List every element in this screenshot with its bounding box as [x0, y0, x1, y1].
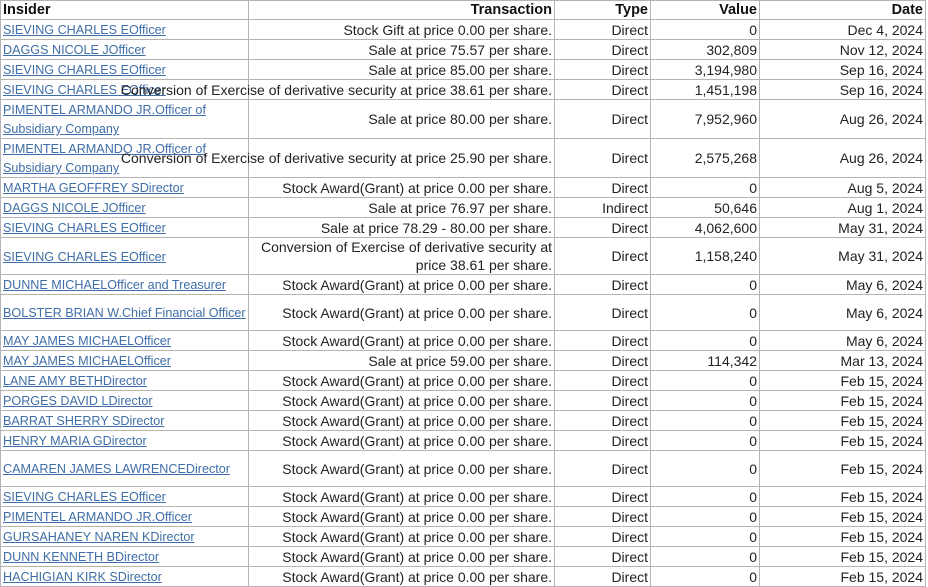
date-cell: Feb 15, 2024: [760, 431, 926, 451]
table-row: [1, 100, 926, 139]
type-cell: Direct: [555, 80, 651, 100]
transaction-cell: Stock Award(Grant) at price 0.00 per share.: [249, 567, 555, 587]
transaction-cell: Sale at price 78.29 - 80.00 per share.: [249, 218, 555, 238]
insider-cell: [1, 20, 249, 40]
insider-cell: [1, 218, 249, 238]
table-row: [1, 198, 926, 218]
insider-link[interactable]: SIEVING CHARLES EOfficer: [3, 63, 166, 77]
value-cell: 0: [651, 275, 760, 295]
column-header-value: Value: [651, 1, 760, 20]
date-cell: Aug 5, 2024: [760, 178, 926, 198]
value-cell: 0: [651, 507, 760, 527]
date-cell: Feb 15, 2024: [760, 547, 926, 567]
insider-link[interactable]: SIEVING CHARLES EOfficer: [3, 83, 166, 97]
table-row: [1, 487, 926, 507]
table-row: [1, 178, 926, 198]
transaction-cell: Stock Gift at price 0.00 per share.: [249, 20, 555, 40]
value-cell: 0: [651, 178, 760, 198]
insider-link[interactable]: SIEVING CHARLES EOfficer: [3, 490, 166, 504]
date-cell: May 31, 2024: [760, 238, 926, 275]
table-row: [1, 60, 926, 80]
table-row: [1, 527, 926, 547]
date-cell: May 31, 2024: [760, 218, 926, 238]
value-cell: 0: [651, 567, 760, 587]
insider-cell: [1, 567, 249, 587]
value-cell: 0: [651, 20, 760, 40]
value-cell: 302,809: [651, 40, 760, 60]
insider-link[interactable]: BOLSTER BRIAN W.Chief Financial Officer: [3, 306, 246, 320]
date-cell: Feb 15, 2024: [760, 371, 926, 391]
table-row: [1, 238, 926, 275]
insider-link[interactable]: DUNNE MICHAELOfficer and Treasurer: [3, 278, 227, 292]
date-cell: May 6, 2024: [760, 275, 926, 295]
table-row: [1, 411, 926, 431]
type-cell: Direct: [555, 331, 651, 351]
table-row: [1, 371, 926, 391]
type-cell: Direct: [555, 275, 651, 295]
type-cell: Direct: [555, 100, 651, 139]
table-row: [1, 451, 926, 487]
insider-link[interactable]: SIEVING CHARLES EOfficer: [3, 249, 166, 264]
date-cell: Sep 16, 2024: [760, 60, 926, 80]
insider-link[interactable]: LANE AMY BETHDirector: [3, 374, 147, 388]
type-cell: Direct: [555, 567, 651, 587]
value-cell: 1,451,198: [651, 80, 760, 100]
insider-cell: [1, 60, 249, 80]
value-cell: 0: [651, 411, 760, 431]
date-cell: Dec 4, 2024: [760, 20, 926, 40]
value-cell: 0: [651, 547, 760, 567]
type-cell: Direct: [555, 431, 651, 451]
insider-link[interactable]: PIMENTEL ARMANDO JR.Officer of Subsidiary Company: [3, 103, 206, 136]
date-cell: Mar 13, 2024: [760, 351, 926, 371]
insider-cell: [1, 40, 249, 60]
insider-cell: [1, 331, 249, 351]
table-row: [1, 218, 926, 238]
insider-link[interactable]: MAY JAMES MICHAELOfficer: [3, 354, 171, 368]
transaction-cell: Sale at price 59.00 per share.: [249, 351, 555, 371]
transaction-cell: Stock Award(Grant) at price 0.00 per share.: [249, 371, 555, 391]
transaction-cell: Stock Award(Grant) at price 0.00 per share.: [249, 391, 555, 411]
type-cell: Direct: [555, 487, 651, 507]
value-cell: 0: [651, 371, 760, 391]
type-cell: Direct: [555, 547, 651, 567]
date-cell: Feb 15, 2024: [760, 487, 926, 507]
insider-cell: [1, 547, 249, 567]
type-cell: Indirect: [555, 198, 651, 218]
type-cell: Direct: [555, 178, 651, 198]
date-cell: Feb 15, 2024: [760, 391, 926, 411]
type-cell: Direct: [555, 40, 651, 60]
insider-link[interactable]: DAGGS NICOLE JOfficer: [3, 43, 146, 57]
insider-link[interactable]: SIEVING CHARLES EOfficer: [3, 23, 166, 37]
insider-cell: [1, 275, 249, 295]
value-cell: 4,062,600: [651, 218, 760, 238]
transaction-cell: Stock Award(Grant) at price 0.00 per share.: [249, 487, 555, 507]
insider-cell: [1, 527, 249, 547]
table-row: [1, 547, 926, 567]
type-cell: Direct: [555, 507, 651, 527]
table-row: [1, 40, 926, 60]
insider-cell: [1, 411, 249, 431]
type-cell: Direct: [555, 20, 651, 40]
value-cell: 0: [651, 487, 760, 507]
table-row: [1, 80, 926, 100]
transaction-cell: Stock Award(Grant) at price 0.00 per share.: [249, 451, 555, 487]
type-cell: Direct: [555, 60, 651, 80]
value-cell: 1,158,240: [651, 238, 760, 275]
transaction-cell: Sale at price 80.00 per share.: [249, 100, 555, 139]
insider-link[interactable]: SIEVING CHARLES EOfficer: [3, 221, 166, 235]
insider-cell: [1, 178, 249, 198]
column-header-insider: Insider: [1, 1, 249, 20]
date-cell: Aug 26, 2024: [760, 139, 926, 178]
type-cell: Direct: [555, 411, 651, 431]
insider-cell: [1, 391, 249, 411]
insider-link[interactable]: GURSAHANEY NAREN KDirector: [3, 530, 195, 544]
transaction-cell: Sale at price 75.57 per share.: [249, 40, 555, 60]
date-cell: Feb 15, 2024: [760, 507, 926, 527]
date-cell: Aug 1, 2024: [760, 198, 926, 218]
insider-cell: [1, 238, 249, 275]
type-cell: Direct: [555, 451, 651, 487]
date-cell: May 6, 2024: [760, 331, 926, 351]
table-row: [1, 507, 926, 527]
type-cell: Direct: [555, 295, 651, 331]
insider-link[interactable]: MAY JAMES MICHAELOfficer: [3, 334, 171, 348]
insider-link[interactable]: DAGGS NICOLE JOfficer: [3, 201, 146, 215]
insider-cell: [1, 487, 249, 507]
insider-link[interactable]: HENRY MARIA GDirector: [3, 434, 147, 448]
transaction-cell: Stock Award(Grant) at price 0.00 per share.: [249, 331, 555, 351]
date-cell: Sep 16, 2024: [760, 80, 926, 100]
insider-link[interactable]: CAMAREN JAMES LAWRENCEDirector: [3, 462, 230, 476]
type-cell: Direct: [555, 139, 651, 178]
insider-cell: [1, 198, 249, 218]
transaction-cell: Conversion of Exercise of derivative security at price 38.61 per share.: [249, 238, 555, 275]
transaction-cell: Conversion of Exercise of derivative security at price 25.90 per share.: [249, 139, 555, 178]
insider-link[interactable]: PIMENTEL ARMANDO JR.Officer: [3, 510, 192, 524]
date-cell: Feb 15, 2024: [760, 527, 926, 547]
date-cell: Feb 15, 2024: [760, 411, 926, 431]
insider-cell: [1, 451, 249, 487]
type-cell: Direct: [555, 351, 651, 371]
insider-link[interactable]: PIMENTEL ARMANDO JR.Officer of Subsidiary Company: [3, 142, 206, 175]
date-cell: May 6, 2024: [760, 295, 926, 331]
transaction-cell: Sale at price 85.00 per share.: [249, 60, 555, 80]
insider-link[interactable]: HACHIGIAN KIRK SDirector: [3, 570, 162, 584]
value-cell: 0: [651, 331, 760, 351]
value-cell: 50,646: [651, 198, 760, 218]
value-cell: 0: [651, 431, 760, 451]
transaction-cell: Stock Award(Grant) at price 0.00 per share.: [249, 507, 555, 527]
transaction-cell: Stock Award(Grant) at price 0.00 per share.: [249, 431, 555, 451]
table-row: [1, 275, 926, 295]
column-header-type: Type: [555, 1, 651, 20]
date-cell: Feb 15, 2024: [760, 451, 926, 487]
column-header-date: Date: [760, 1, 926, 20]
table-row: [1, 295, 926, 331]
type-cell: Direct: [555, 218, 651, 238]
insider-cell: [1, 431, 249, 451]
type-cell: Direct: [555, 238, 651, 275]
table-row: [1, 139, 926, 178]
value-cell: 2,575,268: [651, 139, 760, 178]
type-cell: Direct: [555, 527, 651, 547]
value-cell: 7,952,960: [651, 100, 760, 139]
insider-cell: [1, 100, 249, 139]
value-cell: 0: [651, 527, 760, 547]
table-row: [1, 431, 926, 451]
insider-link[interactable]: PORGES DAVID LDirector: [3, 394, 153, 408]
insider-cell: [1, 351, 249, 371]
date-cell: Nov 12, 2024: [760, 40, 926, 60]
transaction-cell: Sale at price 76.97 per share.: [249, 198, 555, 218]
insider-cell: [1, 295, 249, 331]
transaction-cell: Stock Award(Grant) at price 0.00 per share.: [249, 178, 555, 198]
table-row: [1, 20, 926, 40]
table-row: [1, 351, 926, 371]
table-row: [1, 567, 926, 587]
value-cell: 3,194,980: [651, 60, 760, 80]
value-cell: 0: [651, 391, 760, 411]
date-cell: Aug 26, 2024: [760, 100, 926, 139]
date-cell: Feb 15, 2024: [760, 567, 926, 587]
column-header-transaction: Transaction: [249, 1, 555, 20]
insider-link[interactable]: BARRAT SHERRY SDirector: [3, 414, 165, 428]
transaction-cell: Conversion of Exercise of derivative security at price 38.61 per share.: [249, 80, 555, 100]
value-cell: 0: [651, 295, 760, 331]
header-row: [1, 1, 926, 20]
insider-cell: [1, 371, 249, 391]
transaction-cell: Stock Award(Grant) at price 0.00 per share.: [249, 275, 555, 295]
value-cell: 0: [651, 451, 760, 487]
value-cell: 114,342: [651, 351, 760, 371]
transaction-cell: Stock Award(Grant) at price 0.00 per share.: [249, 527, 555, 547]
transaction-cell: Stock Award(Grant) at price 0.00 per share.: [249, 411, 555, 431]
table-row: [1, 331, 926, 351]
type-cell: Direct: [555, 371, 651, 391]
insider-cell: [1, 507, 249, 527]
insider-link[interactable]: DUNN KENNETH BDirector: [3, 550, 160, 564]
insider-link[interactable]: MARTHA GEOFFREY SDirector: [3, 181, 184, 195]
transaction-cell: Stock Award(Grant) at price 0.00 per share.: [249, 295, 555, 331]
table-row: [1, 391, 926, 411]
type-cell: Direct: [555, 391, 651, 411]
transaction-cell: Stock Award(Grant) at price 0.00 per share.: [249, 547, 555, 567]
